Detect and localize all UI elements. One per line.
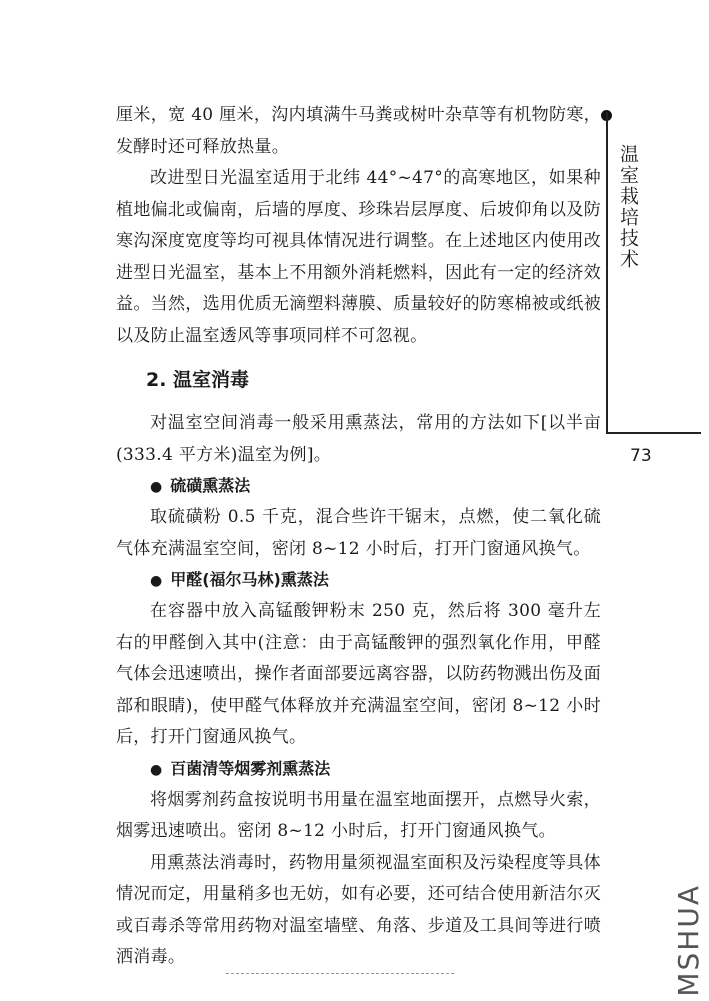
- page-number: 73: [630, 446, 652, 466]
- margin-rule: [606, 112, 608, 434]
- bullet-icon: ●: [150, 479, 163, 495]
- paragraph-3: 对温室空间消毒一般采用熏蒸法，常用的方法如下[以半亩(333.4 平方米)温室为例]。: [116, 413, 601, 465]
- section-title: 2. 温室消毒: [146, 369, 250, 391]
- paragraph-4: 取硫磺粉 0.5 千克，混合些许干锯末，点燃，使二氧化硫气体充满温室空间，密闭 8~12 小时后，打开门窗通风换气。: [116, 507, 601, 559]
- paragraph-2: 改进型日光温室适用于北纬 44°~47°的高寒地区，如果种植地偏北或偏南，后墙的厚度、珍珠岩层厚度、后坡仰角以及防寒沟深度宽度等均可视具体情况进行调整。在上述地区内使用改进型日光温室，基本上不用额外消耗燃料，因此有一定的经济效益。当然，选用优质无滴塑料薄膜、质量较好的防寒棉被或纸被以及防止温室透风等事项同样不可忽视。: [116, 168, 601, 346]
- subheading-sulfur: [116, 471, 601, 502]
- paragraph-5: 在容器中放入高锰酸钾粉末 250 克，然后将 300 毫升左右的甲醛倒入其中(注意：由于高锰酸钾的强烈氧化作用，甲醛气体会迅速喷出，操作者面部要远离容器，以防药物溅出伤及面部和眼睛)，使甲醛气体释放并充满温室空间，密闭 8~12 小时后，打开门窗通风换气。: [116, 601, 601, 747]
- scan-artifact: [226, 973, 454, 975]
- paragraph-6: 将烟雾剂药盒按说明书用量在温室地面摆开，点燃导火索，烟雾迅速喷出。密闭 8~12 小时后，打开门窗通风换气。: [116, 789, 601, 841]
- subheading-smoke: [116, 754, 601, 785]
- bullet-icon: ●: [150, 761, 163, 778]
- paragraph-7: 用熏蒸法消毒时，药物用量须视温室面积及污染程度等具体情况而定，用量稍多也无妨，如有必要，还可结合使用新洁尔灭或百毒杀等常用药物对温室墙壁、角落、步道及工具间等进行喷洒消毒。: [116, 852, 601, 967]
- bullet-icon: ●: [150, 573, 163, 589]
- margin-hline: [606, 432, 701, 434]
- running-head: 温室栽培技术: [617, 144, 639, 270]
- subheading-sulfur-label: 硫磺熏蒸法: [170, 476, 251, 495]
- subheading-formaldehyde-label: 甲醛(福尔马林)熏蒸法: [170, 570, 329, 589]
- page-body: [116, 100, 601, 974]
- watermark: MSHUA: [672, 884, 705, 997]
- subheading-formaldehyde: [116, 565, 601, 596]
- subheading-smoke-label: 百菌清等烟雾剂熏蒸法: [170, 758, 331, 778]
- paragraph-1: 厘米，宽 40 厘米，沟内填满牛马粪或树叶杂草等有机物防寒，发酵时还可释放热量。: [116, 105, 601, 157]
